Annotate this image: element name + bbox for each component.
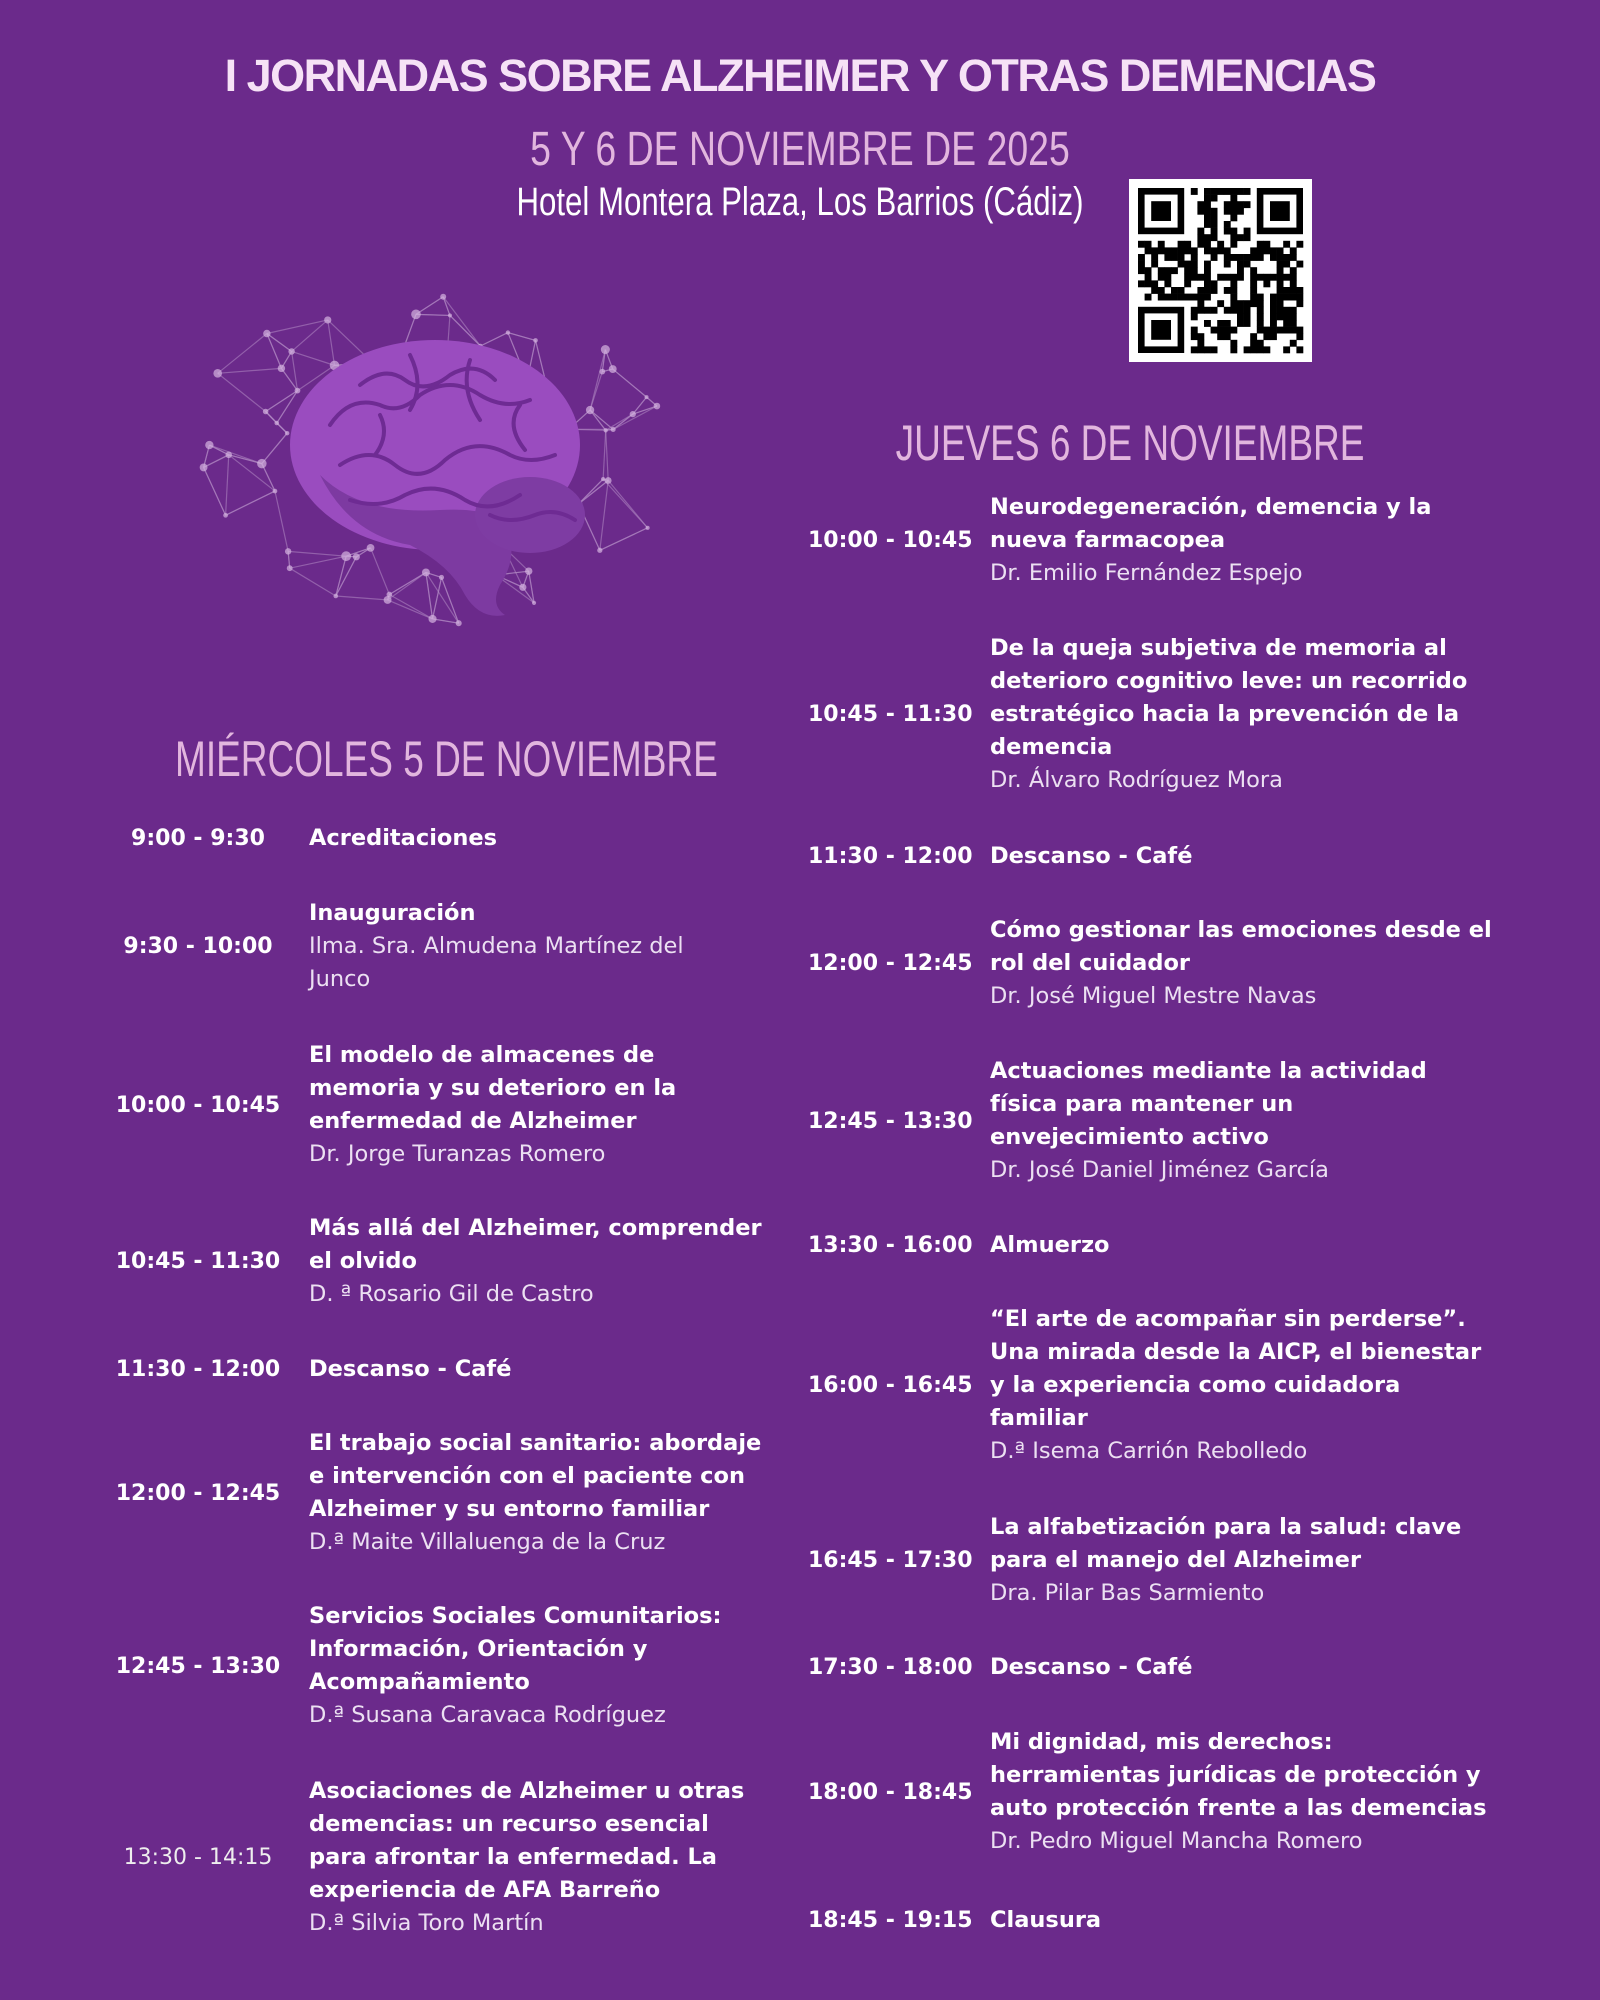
session-speaker: D.ª Susana Caravaca Rodríguez xyxy=(309,1702,666,1728)
session-title-line: experiencia de AFA Barreño xyxy=(309,1877,661,1903)
session-title-line: Clausura xyxy=(990,1907,1102,1933)
session-title-line: memoria y su deterioro en la xyxy=(309,1075,677,1101)
session-speaker: D.ª Silvia Toro Martín xyxy=(309,1910,544,1936)
session-time: 10:45 - 11:30 xyxy=(808,702,973,727)
session-title-line: física para mantener un xyxy=(990,1091,1294,1117)
event-venue: Hotel Montera Plaza, Los Barrios (Cádiz) xyxy=(516,180,1084,224)
session-speaker: Dr. José Miguel Mestre Navas xyxy=(990,983,1317,1009)
session-title-line: El trabajo social sanitario: abordaje xyxy=(309,1430,762,1456)
session-speaker: Dr. Álvaro Rodríguez Mora xyxy=(990,767,1283,793)
session-title-line: Mi dignidad, mis derechos: xyxy=(990,1729,1333,1755)
session-title-line: e intervención con el paciente con xyxy=(309,1463,745,1489)
session-details xyxy=(990,914,1492,1013)
session-title-line: el olvido xyxy=(309,1248,417,1274)
session-title-line: El modelo de almacenes de xyxy=(309,1042,655,1068)
session-title-line: auto protección frente a las demencias xyxy=(990,1795,1487,1821)
session-details xyxy=(990,1904,1101,1937)
session-title-line: “El arte de acompañar sin perderse”. xyxy=(990,1306,1466,1332)
session-title-line: Más allá del Alzheimer, comprender xyxy=(309,1215,762,1241)
session-title-line: Información, Orientación y xyxy=(309,1636,648,1662)
session-title-line: para afrontar la enfermedad. La xyxy=(309,1844,717,1870)
session-speaker: Dr. Emilio Fernández Espejo xyxy=(990,560,1303,586)
session-details xyxy=(990,1055,1427,1187)
session-time: 11:30 - 12:00 xyxy=(808,844,973,869)
session-item xyxy=(0,914,1492,1013)
session-title-line: enfermedad de Alzheimer xyxy=(309,1108,637,1134)
session-title-line: Almuerzo xyxy=(990,1232,1110,1258)
session-time: 10:00 - 10:45 xyxy=(115,1092,281,1118)
session-title-line: Actuaciones mediante la actividad xyxy=(990,1058,1427,1084)
session-speaker: D.ª Isema Carrión Rebolledo xyxy=(990,1438,1308,1464)
session-title-line: para el manejo del Alzheimer xyxy=(990,1547,1362,1573)
session-title-line: Descanso - Café xyxy=(309,1356,512,1382)
session-title-line: Descanso - Café xyxy=(990,843,1193,869)
session-time: 13:30 - 14:15 xyxy=(123,1845,273,1870)
session-time: 9:00 - 9:30 xyxy=(131,826,265,851)
day-heading-thursday: JUEVES 6 DE NOVIEMBRE xyxy=(895,415,1365,471)
session-item xyxy=(0,1651,1192,1684)
session-title-line: Servicios Sociales Comunitarios: xyxy=(309,1603,722,1629)
day-heading-wednesday: MIÉRCOLES 5 DE NOVIEMBRE xyxy=(175,731,718,787)
session-item xyxy=(0,1511,1461,1610)
session-title-line: y la experiencia como cuidadora xyxy=(990,1372,1401,1398)
session-title-line: Inauguración xyxy=(309,900,476,926)
session-item xyxy=(0,1726,1486,1858)
session-title-line: herramientas jurídicas de protección y xyxy=(990,1762,1481,1788)
session-item xyxy=(0,491,1431,590)
session-title-line: Neurodegeneración, demencia y la xyxy=(990,494,1432,520)
session-title-line: Acompañamiento xyxy=(309,1669,530,1695)
session-time: 11:30 - 12:00 xyxy=(115,1357,281,1382)
session-speaker: D. ª Rosario Gil de Castro xyxy=(309,1281,594,1307)
session-speaker: Dr. Pedro Miguel Mancha Romero xyxy=(990,1828,1363,1854)
session-time: 12:45 - 13:30 xyxy=(808,1108,973,1134)
session-time: 16:00 - 16:45 xyxy=(808,1373,973,1398)
session-speaker: D.ª Maite Villaluenga de la Cruz xyxy=(309,1529,666,1555)
session-time: 12:00 - 12:45 xyxy=(808,951,973,976)
session-title-line: rol del cuidador xyxy=(990,950,1191,976)
session-speaker: Ilma. Sra. Almudena Martínez del xyxy=(309,933,684,959)
event-title: I JORNADAS SOBRE ALZHEIMER Y OTRAS DEMENCIAS xyxy=(224,50,1376,101)
session-title-line: La alfabetización para la salud: clave xyxy=(990,1514,1462,1540)
session-title-line: estratégico hacia la prevención de la xyxy=(990,701,1460,727)
session-title-line: familiar xyxy=(990,1405,1088,1431)
session-title-line: demencia xyxy=(990,734,1113,760)
session-title-line: Descanso - Café xyxy=(990,1654,1193,1680)
session-time: 12:45 - 13:30 xyxy=(115,1653,281,1679)
session-item xyxy=(0,840,1192,873)
session-item xyxy=(0,1055,1427,1187)
session-details xyxy=(990,1229,1110,1262)
session-title-line: Cómo gestionar las emociones desde el xyxy=(990,917,1492,943)
session-speaker: Dr. Jorge Turanzas Romero xyxy=(309,1141,606,1167)
session-details xyxy=(990,632,1467,797)
session-title-line: Alzheimer y su entorno familiar xyxy=(309,1496,710,1522)
session-title-line: deterioro cognitivo leve: un recorrido xyxy=(990,668,1468,694)
session-title-line: demencias: un recurso esencial xyxy=(309,1811,709,1837)
session-details xyxy=(990,840,1192,873)
session-speaker: Dra. Pilar Bas Sarmiento xyxy=(990,1580,1265,1606)
session-time: 12:00 - 12:45 xyxy=(115,1480,281,1506)
session-title-line: De la queja subjetiva de memoria al xyxy=(990,635,1447,661)
session-time: 9:30 - 10:00 xyxy=(123,934,273,959)
session-time: 13:30 - 16:00 xyxy=(808,1233,973,1258)
qr-code-icon[interactable] xyxy=(1129,179,1312,362)
session-time: 10:45 - 11:30 xyxy=(115,1249,281,1274)
session-item xyxy=(0,1303,1481,1468)
session-item xyxy=(0,1904,1101,1937)
session-time: 18:45 - 19:15 xyxy=(808,1908,973,1933)
session-item xyxy=(0,632,1467,797)
session-title-line: Una mirada desde la AICP, el bienestar xyxy=(990,1339,1482,1365)
session-speaker: Junco xyxy=(309,966,371,992)
session-details xyxy=(990,1726,1486,1858)
session-speaker: Dr. José Daniel Jiménez García xyxy=(990,1157,1329,1183)
session-item xyxy=(0,1229,1110,1262)
session-title-line: Asociaciones de Alzheimer u otras xyxy=(309,1778,745,1804)
session-time: 18:00 - 18:45 xyxy=(808,1779,973,1805)
session-time: 10:00 - 10:45 xyxy=(808,528,973,553)
session-title-line: nueva farmacopea xyxy=(990,527,1226,553)
session-details xyxy=(990,491,1431,590)
session-details xyxy=(990,1651,1192,1684)
event-date: 5 Y 6 DE NOVIEMBRE DE 2025 xyxy=(530,123,1070,176)
session-time: 16:45 - 17:30 xyxy=(808,1548,973,1573)
session-details xyxy=(990,1303,1481,1468)
session-title-line: envejecimiento activo xyxy=(990,1124,1269,1150)
session-time: 17:30 - 18:00 xyxy=(808,1655,973,1680)
session-details xyxy=(990,1511,1461,1610)
session-title-line: Acreditaciones xyxy=(309,825,498,851)
